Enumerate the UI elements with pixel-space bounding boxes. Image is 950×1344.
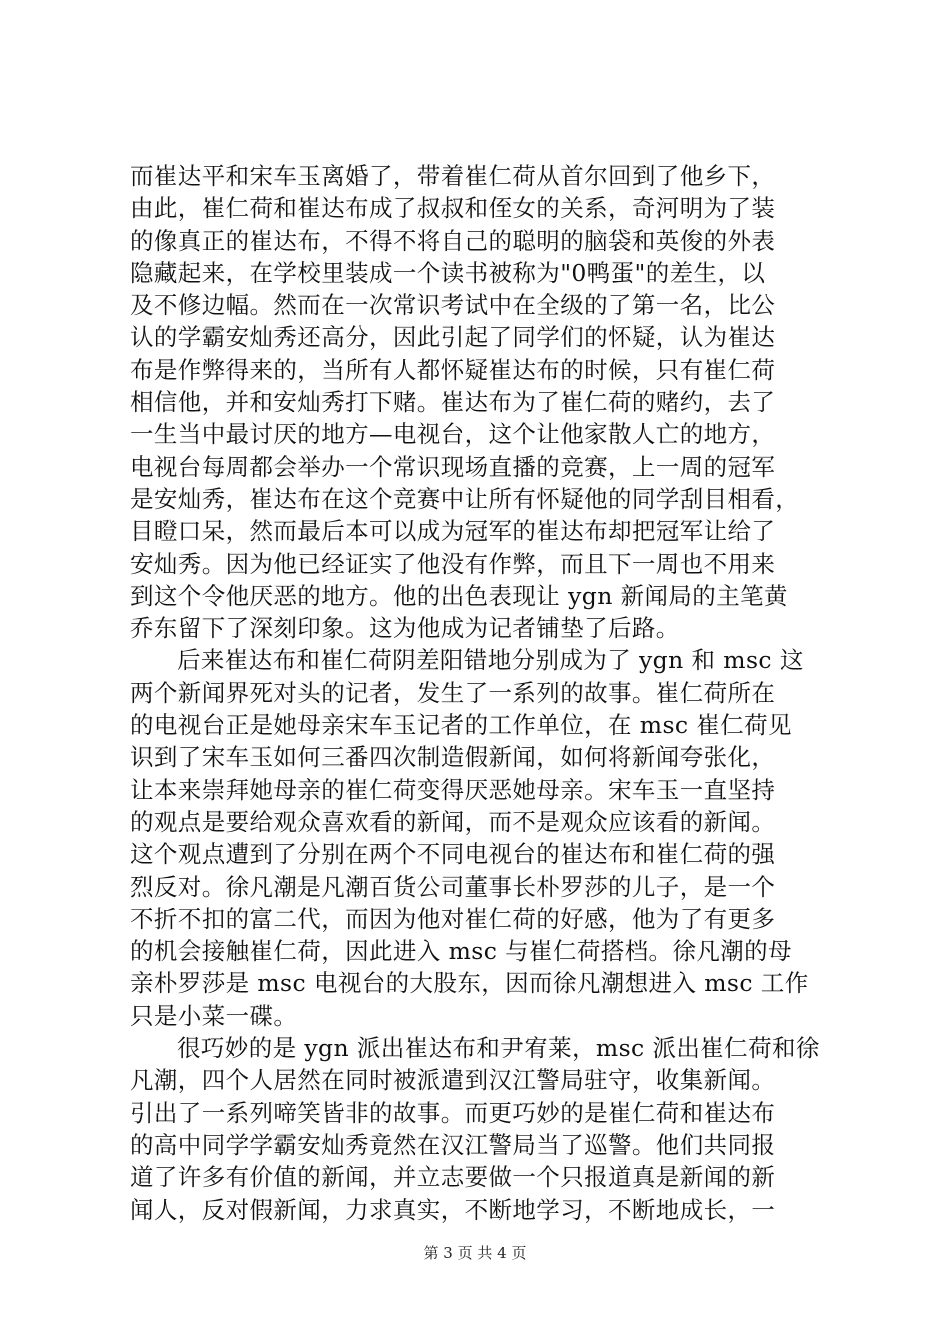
text-line: 一生当中最讨厌的地方—电视台，这个让他家散人亡的地方， [130, 420, 776, 449]
text-line: 后来崔达布和崔仁荷阴差阳错地分别成为了 ygn 和 msc 这 [177, 646, 804, 675]
text-line: 亲朴罗莎是 msc 电视台的大股东，因而徐凡潮想进入 msc 工作 [130, 969, 809, 998]
text-line: 两个新闻界死对头的记者，发生了一系列的故事。崔仁荷所在 [130, 678, 776, 707]
text-line: 认的学霸安灿秀还高分，因此引起了同学们的怀疑，认为崔达 [130, 323, 776, 352]
text-line: 这个观点遭到了分别在两个不同电视台的崔达布和崔仁荷的强 [130, 840, 776, 869]
text-line: 的观点是要给观众喜欢看的新闻，而不是观众应该看的新闻。 [130, 807, 776, 836]
text-line: 的高中同学学霸安灿秀竟然在汉江警局当了巡警。他们共同报 [130, 1130, 776, 1159]
text-line: 闻人，反对假新闻，力求真实，不断地学习，不断地成长，一 [130, 1195, 776, 1224]
text-line: 及不修边幅。然而在一次常识考试中在全级的了第一名，比公 [130, 291, 776, 320]
text-line: 乔东留下了深刻印象。这为他成为记者铺垫了后路。 [130, 614, 680, 643]
text-line: 到这个令他厌恶的地方。他的出色表现让 ygn 新闻局的主笔黄 [130, 581, 788, 610]
text-line: 目瞪口呆，然而最后本可以成为冠军的崔达布却把冠军让给了 [130, 517, 776, 546]
text-line: 不折不扣的富二代，而因为他对崔仁荷的好感，他为了有更多 [130, 904, 776, 933]
text-line: 电视台每周都会举办一个常识现场直播的竞赛，上一周的冠军 [130, 452, 776, 481]
text-line: 由此，崔仁荷和崔达布成了叔叔和侄女的关系，奇河明为了装 [130, 194, 776, 223]
text-line: 是安灿秀，崔达布在这个竞赛中让所有怀疑他的同学刮目相看， [130, 484, 800, 513]
body-text [130, 160, 830, 1226]
text-line: 凡潮，四个人居然在同时被派遣到汉江警局驻守，收集新闻。 [130, 1066, 776, 1095]
text-line: 而崔达平和宋车玉离婚了，带着崔仁荷从首尔回到了他乡下， [130, 162, 776, 190]
text-line: 烈反对。徐凡潮是凡潮百货公司董事长朴罗莎的儿子，是一个 [130, 872, 776, 901]
text-line: 隐藏起来，在学校里装成一个读书被称为"0鸭蛋"的差生，以 [130, 258, 766, 287]
text-line: 相信他，并和安灿秀打下赌。崔达布为了崔仁荷的赌约，去了 [130, 388, 776, 417]
text-line: 布是作弊得来的，当所有人都怀疑崔达布的时候，只有崔仁荷 [130, 355, 776, 384]
text-line: 引出了一系列啼笑皆非的故事。而更巧妙的是崔仁荷和崔达布 [130, 1098, 776, 1127]
page-footer: 第 3 页 共 4 页 [423, 1244, 527, 1262]
text-line: 识到了宋车玉如何三番四次制造假新闻，如何将新闻夸张化， [130, 743, 776, 772]
text-line: 很巧妙的是 ygn 派出崔达布和尹宥莱，msc 派出崔仁荷和徐 [177, 1034, 820, 1063]
text-line: 的电视台正是她母亲宋车玉记者的工作单位，在 msc 崔仁荷见 [130, 711, 792, 740]
text-line: 的机会接触崔仁荷，因此进入 msc 与崔仁荷搭档。徐凡潮的母 [130, 937, 792, 966]
text-line: 安灿秀。因为他已经证实了他没有作弊，而且下一周也不用来 [130, 549, 776, 578]
text-line: 让本来崇拜她母亲的崔仁荷变得厌恶她母亲。宋车玉一直坚持 [130, 775, 776, 804]
text-line: 的像真正的崔达布，不得不将自己的聪明的脑袋和英俊的外表 [130, 226, 776, 255]
text-line: 道了许多有价值的新闻，并立志要做一个只报道真是新闻的新 [130, 1163, 776, 1192]
text-line: 只是小菜一碟。 [130, 1001, 298, 1030]
